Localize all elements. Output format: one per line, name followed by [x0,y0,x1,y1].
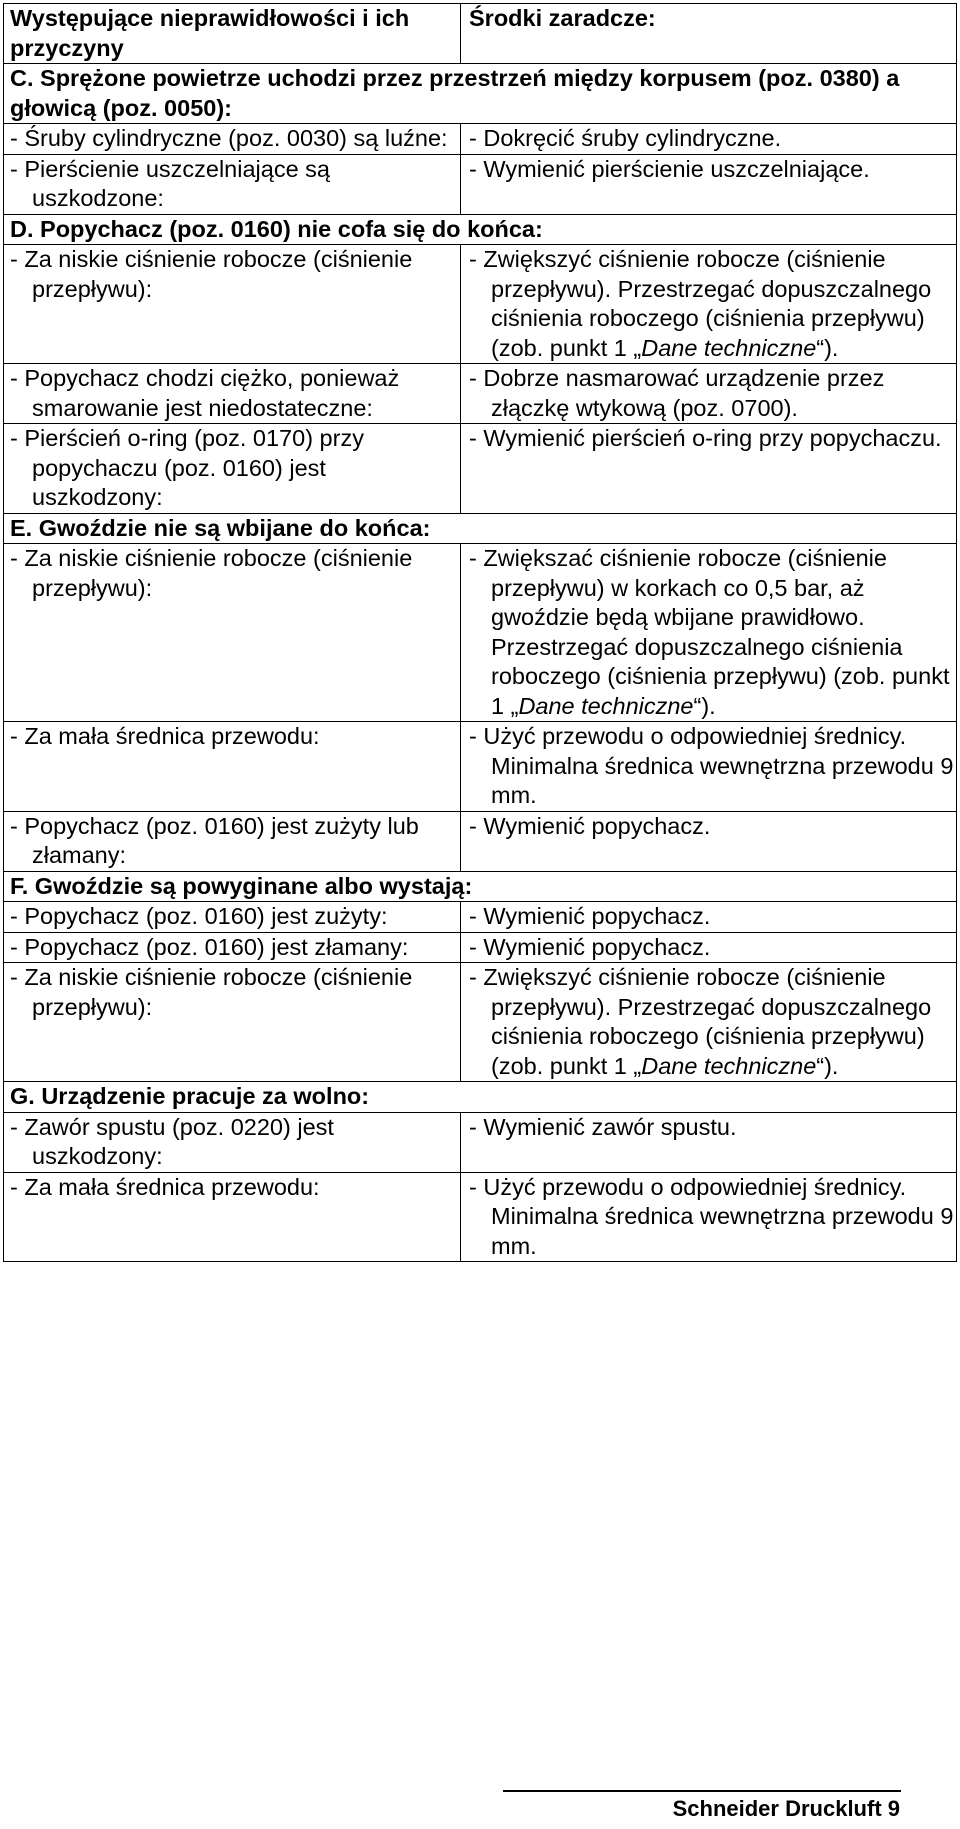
remedy-text [469,963,956,1081]
cause-text: - Za niskie ciśnienie robocze (ciśnienie przepływu): [10,545,413,601]
cause-cell [4,364,461,424]
cause-cell [4,424,461,514]
cause-cell [4,245,461,364]
cause-cell [4,1112,461,1172]
remedy-cell [461,1172,957,1262]
table-row [4,811,957,871]
remedy-reference: Dane techniczne [641,334,817,361]
header-remedies: Środki zaradcze: [461,4,957,64]
section-row [4,214,957,245]
section-title: D. Popychacz (poz. 0160) nie cofa się do końca: [4,214,957,245]
cause-text: - Śruby cylindryczne (poz. 0030) są luźne: [10,125,448,151]
cause-cell [4,902,461,933]
table-row [4,154,957,214]
cause-text: - Popychacz (poz. 0160) jest zużyty lub złamany: [10,812,419,868]
remedy-text [469,544,956,721]
remedy-text: - Wymienić pierścienie uszczelniające. [469,155,870,182]
remedy-text: - Dobrze nasmarować urządzenie przez złączkę wtykową (poz. 0700). [469,365,885,421]
remedy-main: - Zwiększyć ciśnienie robocze (ciśnienie przepływu). Przestrzegać dopuszczalnego ciśnienia roboczego (ciśnienia przepływu) (zob. punkt 1 „ [469,964,932,1079]
cause-cell [4,722,461,812]
section-title: C. Sprężone powietrze uchodzi przez przestrzeń między korpusem (poz. 0380) a głowicą (poz. 0050): [4,64,957,124]
section-row [4,1082,957,1113]
remedy-cell [461,722,957,812]
section-row [4,64,957,124]
remedy-end: “). [816,334,839,361]
remedy-cell [461,154,957,214]
remedy-text: - Wymienić popychacz. [469,903,711,929]
table-row [4,245,957,364]
remedy-cell [461,124,957,155]
remedy-cell [461,544,957,722]
remedy-cell [461,364,957,424]
footer-rule [503,1790,901,1792]
cause-cell [4,1172,461,1262]
section-title: E. Gwoździe nie są wbijane do końca: [4,513,957,544]
table-row [4,424,957,514]
remedy-cell [461,902,957,933]
remedy-cell [461,424,957,514]
remedy-cell [461,245,957,364]
remedy-main: - Zwiększyć ciśnienie robocze (ciśnienie przepływu). Przestrzegać dopuszczalnego ciśnienia roboczego (ciśnienia przepływu) (zob. punkt 1 „ [469,246,932,361]
cause-text: - Pierścień o-ring (poz. 0170) przy popychaczu (poz. 0160) jest uszkodzony: [10,425,364,510]
table-row [4,1112,957,1172]
remedy-end: “). [816,1052,839,1079]
remedy-reference: Dane techniczne [518,692,694,719]
cause-cell [4,544,461,722]
cause-text: - Popychacz (poz. 0160) jest złamany: [10,933,409,960]
remedy-text: - Dokręcić śruby cylindryczne. [469,125,782,151]
cause-text: - Popychacz chodzi ciężko, ponieważ smarowanie jest niedostateczne: [10,365,400,421]
remedy-text: - Wymienić popychacz. [469,933,711,960]
remedy-text: - Wymienić pierścień o-ring przy popychaczu. [469,425,942,451]
remedy-text [469,245,956,363]
cause-cell [4,811,461,871]
remedy-end: “). [693,692,716,719]
cause-text: - Popychacz (poz. 0160) jest zużyty: [10,903,388,929]
section-row [4,513,957,544]
remedy-cell [461,932,957,963]
cause-text: - Za niskie ciśnienie robocze (ciśnienie przepływu): [10,246,413,302]
remedy-cell [461,1112,957,1172]
remedy-text: - Wymienić popychacz. [469,812,711,839]
table-row [4,722,957,812]
header-row [4,4,957,64]
table-row [4,1172,957,1262]
table-row [4,364,957,424]
section-title: F. Gwoździe są powyginane albo wystają: [4,871,957,902]
table-row [4,932,957,963]
section-title: G. Urządzenie pracuje za wolno: [4,1082,957,1113]
cause-text: - Za mała średnica przewodu: [10,1173,320,1200]
remedy-cell [461,811,957,871]
remedy-text: - Użyć przewodu o odpowiedniej średnicy. Minimalna średnica wewnętrzna przewodu 9 mm. [469,1173,954,1259]
remedy-cell [461,963,957,1082]
footer-page-label: Schneider Druckluft 9 [672,1796,900,1821]
cause-cell [4,963,461,1082]
cause-text: - Za mała średnica przewodu: [10,723,320,749]
cause-text: - Za niskie ciśnienie robocze (ciśnienie przepływu): [10,964,413,1020]
section-row [4,871,957,902]
table-row [4,124,957,155]
table-row [4,544,957,722]
table-row [4,902,957,933]
cause-text: - Zawór spustu (poz. 0220) jest uszkodzony: [10,1113,334,1169]
header-causes: Występujące nieprawidłowości i ich przyczyny [4,4,461,64]
cause-cell [4,124,461,155]
cause-cell [4,154,461,214]
table-row [4,963,957,1082]
table-body [4,4,957,1262]
remedy-text: - Wymienić zawór spustu. [469,1113,737,1140]
remedy-text: - Użyć przewodu o odpowiedniej średnicy. Minimalna średnica wewnętrzna przewodu 9 mm. [469,723,954,808]
troubleshooting-table [3,3,957,1262]
cause-text: - Pierścienie uszczelniające są uszkodzone: [10,155,331,211]
cause-cell [4,932,461,963]
remedy-main: - Zwiększać ciśnienie robocze (ciśnienie przepływu) w korkach co 0,5 bar, aż gwoździe będą wbijane prawidłowo. Przestrzegać dopuszczalnego ciśnienia roboczego (ciśnienia przepływu) (zob. punkt 1 „ [469,545,950,719]
remedy-reference: Dane techniczne [641,1052,817,1079]
